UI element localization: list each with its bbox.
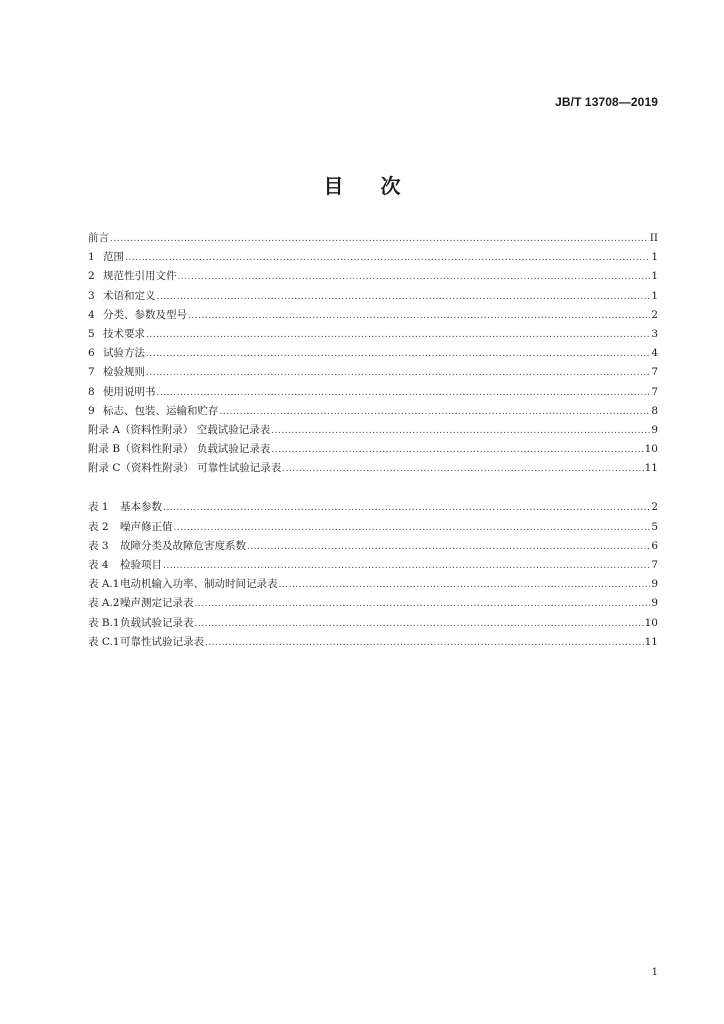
tables-entry[interactable] [88, 518, 658, 537]
tables-entry-page: 2 [651, 501, 658, 514]
toc-entry-label: 标志、包装、运输和贮存 [103, 404, 219, 417]
tables-entry[interactable] [88, 556, 658, 575]
toc-entry[interactable] [88, 383, 658, 402]
tables-entry-page: 9 [651, 597, 658, 610]
dot-leader [157, 288, 651, 307]
tables-entry-label: 可靠性试验记录表 [120, 635, 204, 648]
dot-leader [157, 384, 651, 403]
tables-entry[interactable] [88, 575, 658, 594]
toc-entry-label: 规范性引用文件 [103, 270, 177, 283]
toc-entry-label: 范围 [103, 251, 124, 264]
toc-entry-number: 4 [88, 308, 95, 321]
page-title: 目 次 [323, 174, 401, 198]
tables-entry-page: 9 [651, 578, 658, 591]
tables-entry[interactable] [88, 498, 658, 517]
toc-entry-number: 8 [88, 385, 95, 398]
toc-entry-page: 2 [651, 308, 658, 321]
toc-entry-page: 3 [651, 327, 658, 340]
table-of-contents [88, 229, 658, 652]
toc-entry[interactable] [88, 267, 658, 286]
tables-entry-page: 7 [651, 559, 658, 571]
toc-entry-page: 7 [651, 385, 658, 398]
toc-entry-page: II [649, 232, 658, 244]
toc-entry-number: 3 [88, 289, 95, 302]
toc-entry-page: 7 [651, 366, 658, 379]
toc-entry[interactable] [88, 459, 658, 478]
toc-entry-page: 1 [651, 251, 658, 264]
toc-entry-label: 附录 B（资料性附录） 负载试验记录表 [88, 443, 271, 456]
dot-leader [188, 307, 650, 326]
tables-entry-page: 5 [651, 520, 658, 533]
toc-entry-label: 技术要求 [103, 327, 145, 340]
toc-entry[interactable] [88, 306, 658, 325]
dot-leader [220, 403, 651, 422]
tables-entry-number: 表 4 [88, 559, 109, 571]
dot-leader [178, 268, 651, 287]
toc-entry-page: 1 [651, 270, 658, 283]
tables-entry-page: 6 [651, 539, 658, 552]
toc-entry-number: 2 [88, 270, 95, 283]
tables-entry-label: 故障分类及故障危害度系数 [120, 539, 246, 552]
dot-leader [163, 499, 650, 518]
standard-number: JB/T 13708—2019 [555, 95, 658, 109]
toc-entry[interactable] [88, 248, 658, 267]
tables-entry-number: 表 C.1 [88, 635, 120, 648]
toc-entry[interactable] [88, 421, 658, 440]
dot-leader [282, 460, 643, 479]
tables-entry-page: 10 [644, 616, 658, 629]
toc-entry-page: 9 [651, 423, 658, 436]
toc-entry[interactable] [88, 287, 658, 306]
tables-entry[interactable] [88, 594, 658, 613]
toc-entry-number: 9 [88, 404, 95, 417]
tables-entry-label: 电动机输入功率、制动时间记录表 [120, 578, 278, 591]
tables-entry-number: 表 A.1 [88, 578, 120, 591]
tables-entry-number: 表 B.1 [88, 616, 120, 629]
tables-entry-label: 检验项目 [120, 559, 162, 571]
toc-entry[interactable] [88, 402, 658, 421]
dot-leader [146, 345, 650, 364]
tables-entry-number: 表 A.2 [88, 597, 120, 610]
tables-entry-label: 噪声修正值 [120, 520, 173, 533]
tables-entry-label: 负载试验记录表 [120, 616, 194, 629]
dot-leader [110, 230, 649, 249]
toc-entry-page: 10 [644, 443, 658, 456]
tables-entry-number: 表 1 [88, 501, 109, 514]
toc-entry-label: 附录 A（资料性附录） 空载试验记录表 [88, 423, 271, 436]
dot-leader [247, 538, 650, 557]
dot-leader [174, 519, 651, 538]
toc-entry-page: 11 [644, 462, 658, 475]
toc-entry-label: 分类、参数及型号 [103, 308, 187, 321]
toc-entry[interactable] [88, 363, 658, 382]
toc-entry[interactable] [88, 229, 658, 248]
toc-entry-label: 前言 [88, 232, 109, 244]
tables-entry-number: 表 3 [88, 539, 109, 552]
dot-leader [146, 364, 650, 383]
dot-leader [271, 441, 643, 460]
toc-table-list [88, 498, 658, 652]
toc-entry-label: 术语和定义 [103, 289, 156, 302]
page-number: 1 [651, 967, 658, 978]
toc-section-list [88, 229, 658, 478]
toc-entry-number: 1 [88, 251, 95, 264]
dot-leader [271, 422, 650, 441]
toc-entry-label: 检验规则 [103, 366, 145, 379]
dot-leader [279, 576, 651, 595]
toc-entry-number: 5 [88, 327, 95, 340]
toc-entry-label: 附录 C（资料性附录） 可靠性试验记录表 [88, 462, 282, 475]
tables-entry-page: 11 [644, 635, 658, 648]
dot-leader [125, 249, 650, 268]
tables-entry-label: 基本参数 [120, 501, 162, 514]
toc-entry[interactable] [88, 325, 658, 344]
section-gap [88, 478, 658, 498]
dot-leader [195, 615, 644, 634]
dot-leader [195, 595, 651, 614]
tables-entry-label: 噪声测定记录表 [120, 597, 194, 610]
dot-leader [146, 326, 650, 345]
toc-entry-label: 试验方法 [103, 347, 145, 360]
toc-entry-page: 8 [651, 404, 658, 417]
toc-entry[interactable] [88, 344, 658, 363]
toc-entry[interactable] [88, 440, 658, 459]
tables-entry[interactable] [88, 537, 658, 556]
tables-entry[interactable] [88, 633, 658, 652]
toc-entry-number: 7 [88, 366, 95, 379]
toc-entry-page: 4 [651, 347, 658, 360]
tables-entry-number: 表 2 [88, 520, 109, 533]
toc-entry-label: 使用说明书 [103, 385, 156, 398]
toc-entry-page: 1 [651, 289, 658, 302]
toc-entry-number: 6 [88, 347, 95, 360]
dot-leader [163, 557, 650, 576]
dot-leader [205, 634, 644, 653]
tables-entry[interactable] [88, 614, 658, 633]
